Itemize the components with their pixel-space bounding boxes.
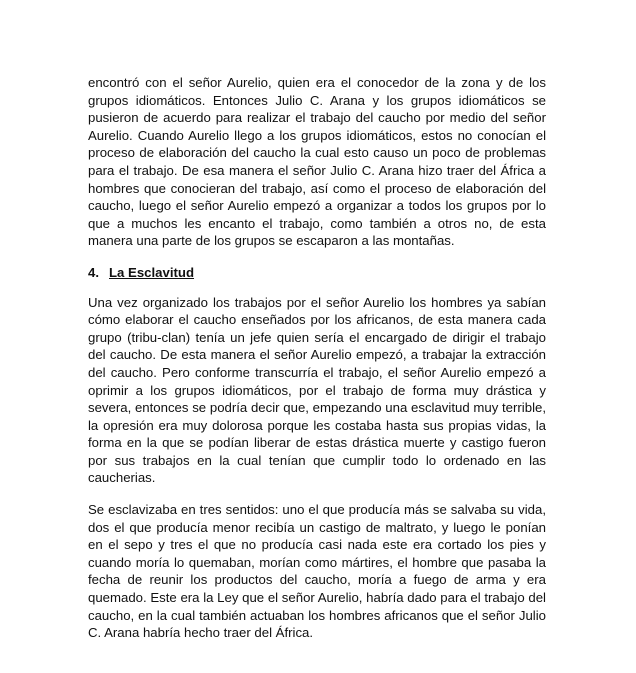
paragraph-organization: Una vez organizado los trabajos por el señor Aurelio los hombres ya sabían cómo elaborar el caucho enseñados por los africanos, de esta manera cada grupo (tribu-clan) tenía un jefe quien sería el encargado de dirigir el trabajo del caucho. De esta manera el señor Aurelio empezó, a trabajar la extracción del caucho. Pero conforme transcurría el trabajo, el señor Aurelio empezó a oprimir a los grupos idiomáticos, por el trabajo de forma muy drástica y severa, entonces se podría decir que, empezando una esclavitud muy terrible, la opresión era muy dolorosa porque les costaba hasta sus propias vidas, la forma en la que se podían liberar de estas drástica muerte y castigo fueron por sus trabajos en la cual tenían que cumplir todo lo ordenado en las caucherias. [88,294,546,486]
section-heading [88,264,546,282]
paragraph-three-senses: Se esclavizaba en tres sentidos: uno el que producía más se salvaba su vida, dos el que producía menor recibía un castigo de maltrato, y luego le ponían en el sepo y tres el que no producía casi nada este era cortado los pies y cuando moría lo quemaban, morían como mártires, el hombre que pasaba la fecha de reunir los productos del caucho, moría a fuego de arma y era quemado. Este era la Ley que el señor Aurelio, habría dado para el trabajo del caucho, en la cual también actuaban los hombres africanos que el señor Julio C. Arana habría hecho traer del África. [88,502,546,641]
paragraph-intro: encontró con el señor Aurelio, quien era el conocedor de la zona y de los grupos idiomáticos. Entonces Julio C. Arana y los grupos idiomáticos se pusieron de acuerdo para realizar el trabajo del caucho por medio del señor Aurelio. Cuando Aurelio llego a los grupos idiomáticos, estos no conocían el proceso de elaboración del caucho la cual esto causo un poco de problemas para el trabajo. De esa manera el señor Julio C. Arana hizo traer del África a hombres que conocieran del trabajo, así como el proceso de elaboración del caucho, luego el señor Aurelio empezó a organizar a todos los grupos por lo que a muchos les encanto el trabajo, como también a otros no, de esta manera una parte de los grupos se escaparon a las montañas. [88,75,546,249]
section-title: La Esclavitud [109,264,195,280]
section-number: 4. [88,264,99,280]
document-page [88,74,546,642]
